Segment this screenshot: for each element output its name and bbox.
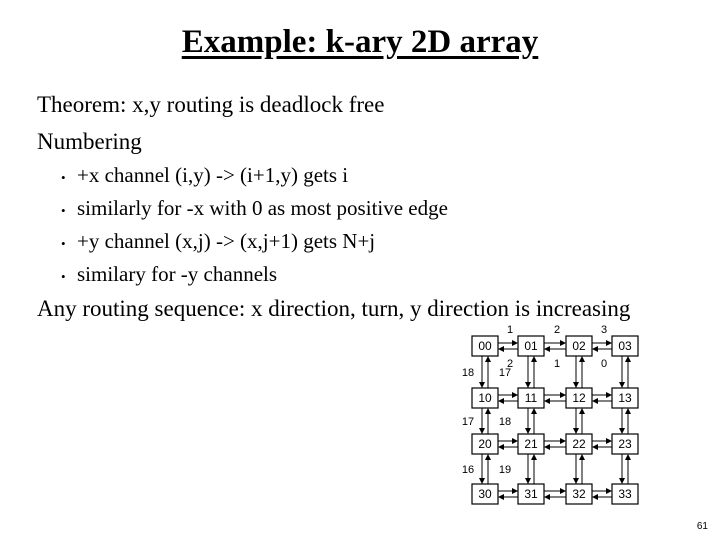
mesh-node-label: 03 (618, 339, 632, 353)
bullet-item: similary for -y channels (77, 262, 278, 286)
mesh-node-label: 31 (524, 487, 538, 501)
minus-x-channel-label: 2 (506, 358, 514, 370)
mesh-node-label: 32 (572, 487, 586, 501)
bullet-dot: • (61, 170, 66, 185)
mesh-node (472, 336, 498, 356)
mesh-node (518, 484, 544, 504)
mesh-node (518, 336, 544, 356)
bullet-dot: • (61, 269, 66, 284)
mesh-node (612, 336, 638, 356)
mesh-node-label: 01 (524, 339, 538, 353)
mesh-node-label: 00 (478, 339, 492, 353)
mesh-node-label: 22 (572, 437, 586, 451)
mesh-node-label: 12 (572, 391, 586, 405)
mesh-node-label: 33 (618, 487, 632, 501)
mesh-node-label: 13 (618, 391, 632, 405)
mesh-node (612, 484, 638, 504)
mesh-node-label: 23 (618, 437, 632, 451)
mesh-node (612, 388, 638, 408)
bullet-dot: • (61, 203, 66, 218)
mesh-node (612, 434, 638, 454)
mesh-network-diagram (450, 318, 650, 518)
mesh-node (566, 336, 592, 356)
minus-x-channel-label: 1 (553, 358, 561, 370)
bullet-item: +y channel (x,j) -> (x,j+1) gets N+j (77, 229, 376, 253)
bullet-item: similarly for -x with 0 as most positive edge (77, 196, 448, 220)
mesh-node (566, 434, 592, 454)
mesh-node (472, 434, 498, 454)
minus-y-channel-label: 16 (461, 464, 475, 476)
theorem-text: Theorem: x,y routing is deadlock free (37, 92, 385, 117)
minus-x-channel-label: 0 (600, 358, 608, 370)
plus-y-channel-label: 17 (498, 367, 512, 379)
mesh-node (566, 388, 592, 408)
plus-x-channel-label: 2 (553, 324, 561, 336)
minus-y-channel-label: 17 (461, 416, 475, 428)
mesh-node (472, 388, 498, 408)
mesh-node-label: 20 (478, 437, 492, 451)
routing-text: Any routing sequence: x direction, turn, y direction is increasing (37, 296, 631, 321)
plus-y-channel-label: 19 (498, 464, 512, 476)
bullet-dot: • (61, 236, 66, 251)
plus-x-channel-label: 1 (506, 324, 514, 336)
mesh-node-label: 30 (478, 487, 492, 501)
numbering-heading: Numbering (37, 129, 142, 154)
mesh-node (566, 484, 592, 504)
bullet-item: +x channel (i,y) -> (i+1,y) gets i (77, 163, 349, 187)
slide-title: Example: k-ary 2D array (181, 24, 539, 60)
mesh-node-label: 02 (572, 339, 586, 353)
plus-y-channel-label: 18 (498, 416, 512, 428)
mesh-node-label: 10 (478, 391, 492, 405)
mesh-node (518, 388, 544, 408)
mesh-node-label: 11 (524, 391, 538, 405)
page-number: 61 (696, 521, 708, 532)
plus-x-channel-label: 3 (600, 324, 608, 336)
minus-y-channel-label: 18 (461, 367, 475, 379)
mesh-node (472, 484, 498, 504)
mesh-node (518, 434, 544, 454)
mesh-node-label: 21 (524, 437, 538, 451)
